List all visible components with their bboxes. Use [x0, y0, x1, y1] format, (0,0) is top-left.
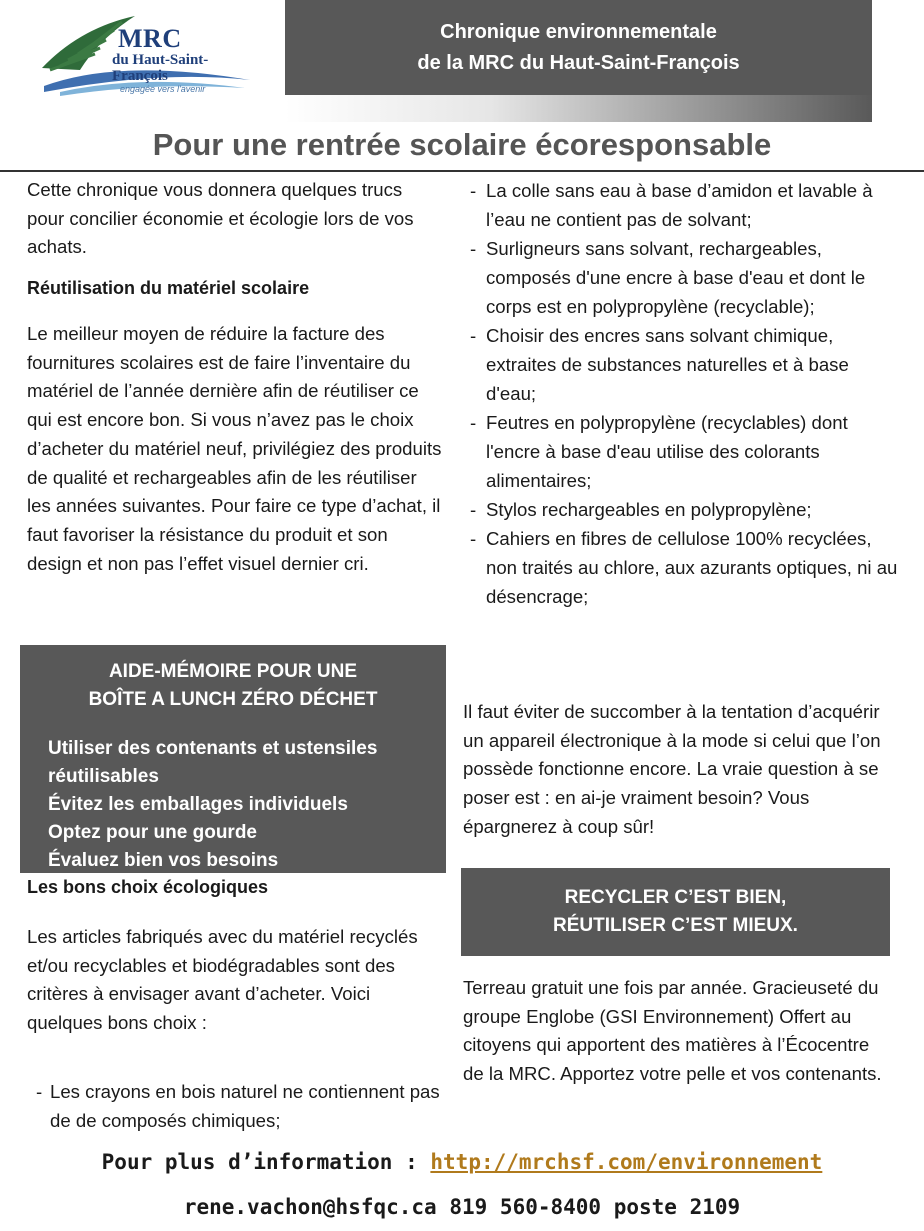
title-divider — [0, 170, 924, 172]
list-item: - Feutres en polypropylène (recyclables) dont l'encre à base d'eau utilise des colorants alimentaires; — [470, 408, 900, 495]
header-title-line1: Chronique environnementale — [440, 20, 717, 43]
list-item: - La colle sans eau à base d’amidon et lavable à l’eau ne contient pas de solvant; — [470, 176, 900, 234]
memo-item: Utiliser des contenants et ustensiles réutilisables — [48, 738, 378, 787]
memo-item: Évaluez bien vos besoins — [48, 850, 279, 871]
info-line — [0, 1150, 924, 1174]
reuse-paragraph: Le meilleur moyen de réduire la facture des fournitures scolaires est de faire l’inventaire du matériel de l’année dernière afin de réutiliser ce qui est encore bon. Si vous n’avez pas le choix d’acheter du matériel neuf, privilégiez des produits de qualité et rechargeables afin de les réutiliser les années suivantes. Pour faire ce type d’achat, il faut favoriser la résistance du produit et son design et non pas l’effet visuel dernier cri. — [27, 323, 442, 574]
memo-title — [20, 658, 446, 714]
eco-first-list — [36, 1078, 446, 1135]
eco-products-list — [470, 176, 900, 611]
list-item: - Choisir des encres sans solvant chimique, extraites de substances naturelles et à base d'eau; — [470, 321, 900, 408]
recycle-line1: RECYCLER C’EST BIEN, — [564, 887, 787, 908]
list-item-text: Les crayons en bois naturel ne contiennent pas de de composés chimiques; — [50, 1081, 440, 1131]
list-item: - Cahiers en fibres de cellulose 100% recyclées, non traités au chlore, aux azurants optiques, ni au désencrage; — [470, 524, 900, 611]
logo-name: MRC — [118, 24, 182, 53]
memo-list — [48, 735, 398, 875]
environment-link[interactable]: http://mrchsf.com/environnement — [430, 1150, 823, 1174]
recycle-slogan-box — [461, 868, 890, 956]
memo-item: Optez pour une gourde — [48, 822, 257, 843]
mrc-logo — [40, 8, 255, 103]
memo-item: Évitez les emballages individuels — [48, 794, 348, 815]
lunchbox-memo-box — [20, 645, 446, 873]
header-banner — [285, 0, 872, 95]
eco-choices-paragraph: Les articles fabriqués avec du matériel recyclés et/ou recyclables et biodégradables sont des critères à envisager avant d’acheter. Voici quelques bons choix : — [27, 926, 418, 1034]
page-title: Pour une rentrée scolaire écoresponsable — [152, 127, 772, 162]
recycle-line2: RÉUTILISER C’EST MIEUX. — [553, 915, 798, 936]
list-item: - Surligneurs sans solvant, rechargeables, composés d'une encre à base d'eau et dont le corps est en polypropylène (recyclable); — [470, 234, 900, 321]
logo-tagline: engagée vers l'avenir — [120, 84, 206, 94]
memo-title-line1: AIDE-MÉMOIRE POUR UNE — [108, 661, 358, 682]
memo-title-line2: BOÎTE A LUNCH ZÉRO DÉCHET — [88, 689, 378, 710]
eco-choices-heading: Les bons choix écologiques — [27, 877, 269, 897]
list-item: - Les crayons en bois naturel ne contiennent pas de de composés chimiques; — [36, 1081, 440, 1131]
contact-line: rene.vachon@hsfqc.ca 819 560-8400 poste 2109 — [183, 1195, 741, 1219]
header-title-line2: de la MRC du Haut-Saint-François — [417, 51, 740, 74]
logo-subtitle: du Haut-Saint-François — [112, 52, 209, 84]
terreau-paragraph: Terreau gratuit une fois par année. Gracieuseté du groupe Englobe (GSI Environnement) Offert au citoyens qui apportent des matières à l’Écocentre de la MRC. Apportez votre pelle et vos contenants. — [463, 977, 882, 1085]
reuse-heading: Réutilisation du matériel scolaire — [27, 278, 310, 298]
intro-paragraph: Cette chronique vous donnera quelques trucs pour concilier économie et écologie lors de vos achats. — [27, 179, 414, 258]
list-item: - Stylos rechargeables en polypropylène; — [470, 495, 900, 524]
electronics-paragraph: Il faut éviter de succomber à la tentation d’acquérir un appareil électronique à la mode si celui que l’on possède fonctionne encore. La vraie question à se poser est : en ai-je vraiment besoin? Vous épargnerez à coup sûr! — [463, 701, 881, 837]
header-gradient-bar — [285, 95, 872, 122]
info-label: Pour plus d’information : — [101, 1150, 431, 1174]
